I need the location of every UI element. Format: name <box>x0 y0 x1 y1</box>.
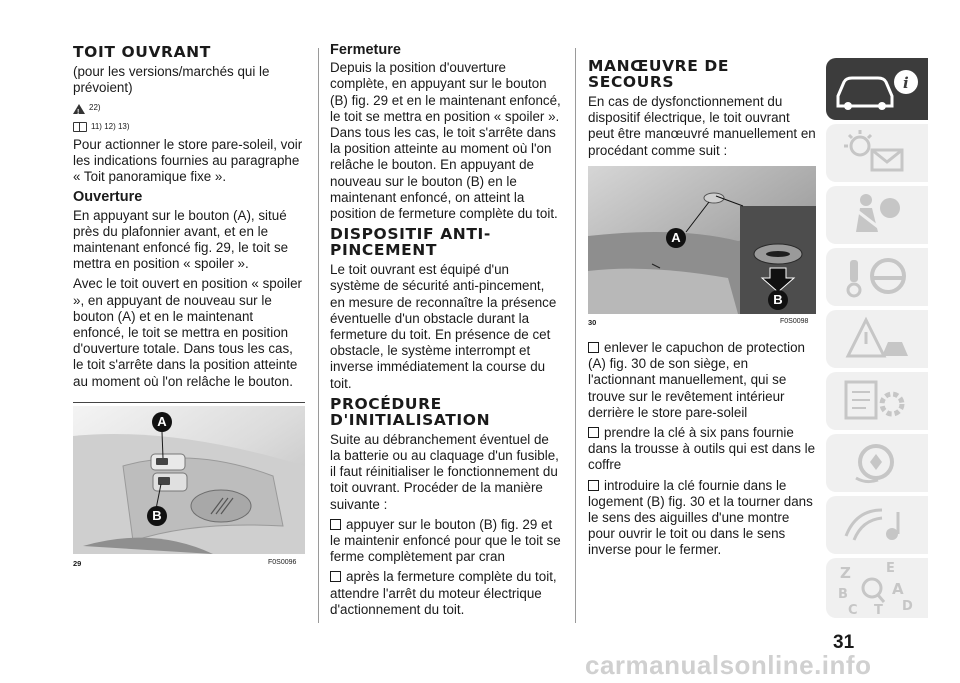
secours-bullet-1-text: enlever le capuchon de protection (A) fig. 30 de son siège, en l'actionnant manuellement, qui se trouve sur le revêtement intérieur derrière le store pare-soleil <box>588 340 805 420</box>
tab-multimedia[interactable] <box>826 496 928 554</box>
secours-bullet-3-text: introduire la clé fournie dans le logement (B) fig. 30 et la tourner dans le sens des aiguilles d'une montre pour ouvrir le toit ou dans le sens inverse pour le fermer. <box>588 477 813 558</box>
intro-paragraph: Pour actionner le store pare-soleil, voir les indications fournies au paragraphe « Toit panoramique fixe ». <box>73 136 303 185</box>
procedure-bullet-2-text: après la fermeture complète du toit, attendre l'arrêt du moteur électrique d'actionnement du toit. <box>330 569 557 617</box>
anti-pincement-paragraph: Le toit ouvrant est équipé d'un système de sécurité anti-pincement, en mesure de reconnaître la présence éventuelle d'un obstacle durant la fermeture du toit. En présence de cet obstacle, le système interrompt et inverse immédiatement la course du toit. <box>330 262 557 391</box>
checkbox-bullet-icon <box>330 519 341 530</box>
svg-text:T: T <box>874 603 883 618</box>
index-icon <box>826 558 928 618</box>
procedure-bullet-1-text: appuyer sur le bouton (B) fig. 29 et le maintenir enfoncé pour que le toit se ferme complètement par cran <box>330 516 561 565</box>
callout-a-label: A <box>671 230 681 245</box>
svg-text:B: B <box>838 587 848 602</box>
tab-airbag-safety[interactable] <box>826 186 928 244</box>
column-divider-1 <box>318 48 319 623</box>
tab-car-info[interactable] <box>826 58 928 120</box>
ouverture-paragraph-1: En appuyant sur le bouton (A), situé près du plafonnier avant, et en le maintenant enfoncé fig. 29, le toit se mettra en position « spoiler ». <box>73 207 289 272</box>
figure-rule <box>73 402 305 403</box>
specifications-icon <box>826 434 928 492</box>
checkbox-bullet-icon <box>330 571 341 582</box>
svg-text:i: i <box>903 74 909 92</box>
column-1 <box>73 40 305 394</box>
figure-30-code: F0S0098 <box>780 318 809 325</box>
column-3 <box>588 58 816 163</box>
manoeuvre-intro: En cas de dysfonctionnement du dispositif électrique, le toit ouvrant peut être manœuvré manuellement en procédant comme suit : <box>588 94 816 158</box>
callout-b-label: B <box>152 508 162 523</box>
checkbox-bullet-icon <box>588 480 599 491</box>
column-3-bullets <box>588 340 816 563</box>
figure-30 <box>588 166 816 314</box>
road-emergency-icon <box>826 310 928 368</box>
figure-30-number: 30 <box>588 318 597 327</box>
tab-key-steering[interactable] <box>826 248 928 306</box>
subtitle: (pour les versions/marchés qui le prévoient) <box>73 64 270 96</box>
svg-text:C: C <box>848 603 858 618</box>
heading-manoeuvre-secours: MANŒUVRE DE SECOURS <box>588 57 730 91</box>
heading-procedure-initialisation: PROCÉDURE D'INITIALISATION <box>330 394 491 429</box>
warning-ref-text: 22) <box>89 103 101 113</box>
ouverture-paragraph-2: Avec le toit ouvert en position « spoiler », en appuyant de nouveau sur le bouton (A) et en le maintenant enfoncé, le toit se mettra en position d'ouverture totale. Dans tous les cas, le toit s'arrête dans la position atteinte au moment où l'on relâche le bouton. <box>73 276 303 389</box>
key-steering-icon <box>826 248 928 306</box>
secours-bullet-2 <box>588 425 816 474</box>
svg-text:A: A <box>892 580 904 598</box>
watermark: carmanualsonline.info <box>585 650 872 680</box>
callout-a <box>152 412 172 432</box>
callout-b-label: B <box>773 292 783 307</box>
procedure-bullet-2 <box>330 569 562 618</box>
svg-text:D: D <box>902 599 913 614</box>
procedure-bullet-1 <box>330 517 562 566</box>
airbag-safety-icon <box>826 186 928 244</box>
column-divider-2 <box>575 48 576 623</box>
multimedia-icon <box>826 496 928 554</box>
tab-warning-lights[interactable] <box>826 124 928 182</box>
roof-button-illustration <box>73 406 305 554</box>
tab-road-emergency[interactable] <box>826 310 928 368</box>
warning-triangle-icon <box>73 104 85 114</box>
callout-b <box>147 506 167 526</box>
tab-index[interactable] <box>826 558 928 618</box>
heading-ouverture: Ouverture <box>73 189 143 206</box>
fermeture-paragraph: Depuis la position d'ouverture complète, en appuyant sur le bouton (B) fig. 29 et en le maintenant enfoncé, le toit se mettra en position « spoiler ». Dans tous les cas, le toit s'arrête dans la position atteinte au moment où l'on relâche le bouton. En appuyant de nouveau sur le bouton (B) en le maintenant enfoncé, on atteint la position de fermeture complète du toit. <box>330 60 561 222</box>
callout-b <box>768 290 788 310</box>
callout-a <box>666 228 686 248</box>
book-note-icon <box>73 122 87 132</box>
figure-29-code: F0S0096 <box>268 559 297 566</box>
svg-text:Z: Z <box>840 564 851 582</box>
heading-fermeture: Fermeture <box>330 42 401 58</box>
procedure-paragraph: Suite au débranchement éventuel de la batterie ou au claquage d'un fusible, il faut réinitialiser le fonctionnement du toit ouvrant. Procéder de la manière suivante : <box>330 431 559 512</box>
maintenance-icon <box>826 372 928 430</box>
figure-29 <box>73 406 305 554</box>
figure-29-number: 29 <box>73 559 82 568</box>
warning-ref-text: 11) 12) 13) <box>91 121 130 131</box>
checkbox-bullet-icon <box>588 342 599 353</box>
secours-bullet-3 <box>588 478 816 559</box>
tab-maintenance[interactable] <box>826 372 928 430</box>
warning-lights-icon <box>826 124 928 182</box>
secours-bullet-1 <box>588 340 816 421</box>
car-info-icon <box>826 58 928 120</box>
warning-ref-2[interactable] <box>73 119 305 135</box>
tab-specifications[interactable] <box>826 434 928 492</box>
page-number: 31 <box>833 632 855 653</box>
section-title-toit-ouvrant: TOIT OUVRANT <box>73 43 211 61</box>
column-2 <box>330 42 562 622</box>
svg-text:E: E <box>886 561 895 576</box>
secours-bullet-2-text: prendre la clé à six pans fournie dans la trousse à outils qui est dans le coffre <box>588 425 816 473</box>
checkbox-bullet-icon <box>588 427 599 438</box>
warning-ref-1[interactable] <box>73 100 305 116</box>
callout-a-label: A <box>157 414 167 429</box>
heading-anti-pincement: DISPOSITIF ANTI-PINCEMENT <box>330 225 491 260</box>
